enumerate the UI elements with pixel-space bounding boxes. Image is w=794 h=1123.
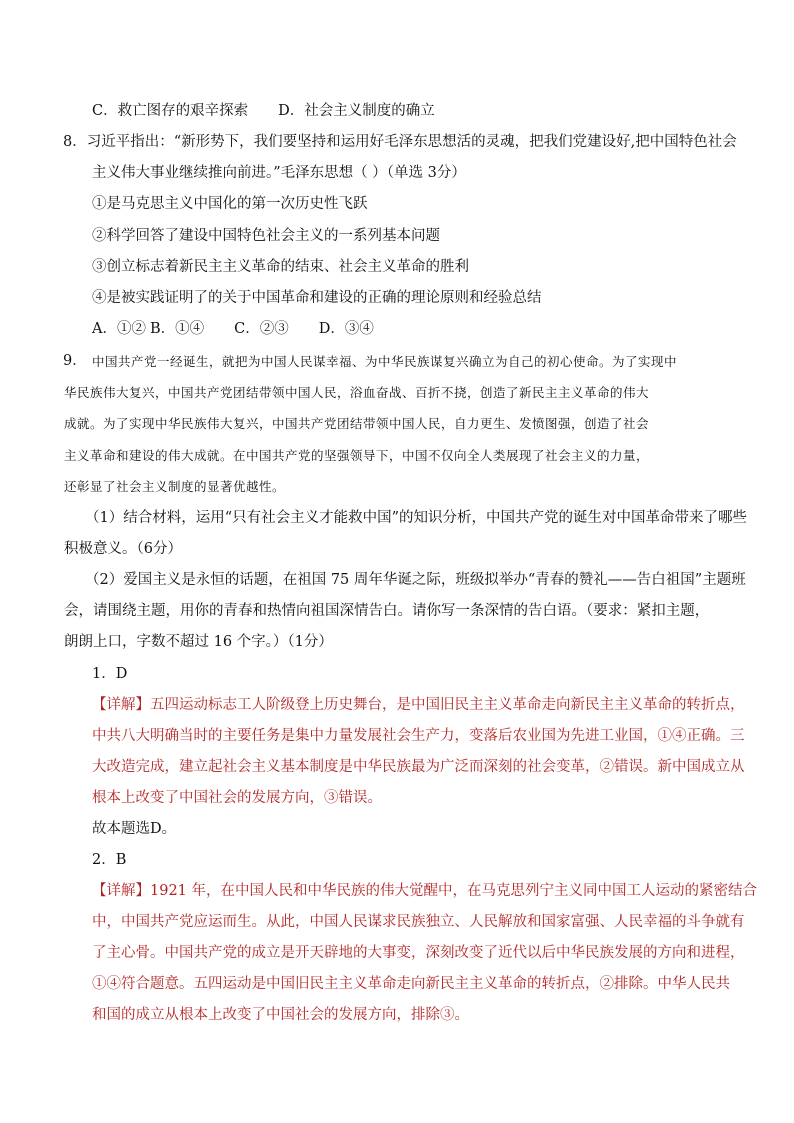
q8-stem-line2: 主义伟大事业继续推向前进。”毛泽东思想（ ）（单选 3分） bbox=[92, 165, 466, 181]
q7-option-c: C．救亡图存的艰辛探索 bbox=[92, 103, 249, 119]
q9-part1-line2: 积极意义。（6分） bbox=[64, 541, 182, 557]
q9-part2-line2: 会，请围绕主题，用你的青春和热情向祖国深情告白。请你写一条深情的告白语。（要求：紧扣主题， bbox=[64, 603, 710, 619]
answer-1-detail-line2: 中共八大明确当时的主要任务是集中力量发展社会生产力，变落后农业国为先进工业国，①④正确。三 bbox=[92, 728, 745, 744]
answer-2-detail-line3: 了主心骨。中国共产党的成立是开天辟地的大事变，深刻改变了近代以后中华民族发展的方向和进程， bbox=[92, 945, 745, 961]
q7-options bbox=[92, 101, 435, 121]
q7-option-d: D．社会主义制度的确立 bbox=[278, 103, 435, 119]
q8-statement-4: ④是被实践证明了的关于中国革命和建设的正确的理论原则和经验总结 bbox=[92, 290, 542, 306]
answer-1-detail-line3: 大改造完成，建立起社会主义基本制度是中华民族最为广泛而深刻的社会变革，②错误。新中国成立从 bbox=[92, 759, 745, 775]
q9-part2-line3: 朗朗上口，字数不超过 16 个字。）（1分） bbox=[64, 634, 333, 650]
answer-1-detail-line1: 【详解】五四运动标志工人阶级登上历史舞台，是中国旧民主主义革命走向新民主主义革命的转折点， bbox=[92, 697, 745, 713]
q9-material-line5: 还彰显了社会主义制度的显著优越性。 bbox=[64, 479, 286, 494]
q8-choice-d: D．③④ bbox=[318, 321, 374, 337]
q8-statement-3: ③创立标志着新民主主义革命的结束、社会主义革命的胜利 bbox=[92, 259, 469, 275]
q9-part1-line1: （1）结合材料，运用“只有社会主义才能救中国”的知识分析，中国共产党的诞生对中国革命带来了哪些 bbox=[85, 510, 748, 526]
q8-statement-2: ②科学回答了建设中国特色社会主义的一系列基本问题 bbox=[92, 228, 440, 244]
answer-2-detail-line1: 【详解】1921 年，在中国人民和中华民族的伟大觉醒中，在马克思列宁主义同中国工人运动的紧密结合 bbox=[92, 883, 758, 899]
q9-number: 9． bbox=[63, 353, 87, 369]
q9-material-line4: 主义革命和建设的伟大成就。在中国共产党的坚强领导下，中国不仅向全人类展现了社会主义的力量， bbox=[64, 448, 650, 463]
q8-stem-line1: 8．习近平指出：“新形势下，我们要坚持和运用好毛泽东思想活的灵魂，把我们党建设好,把中国特色社会 bbox=[63, 134, 737, 150]
answer-2-detail-line5: 和国的成立从根本上改变了中国社会的发展方向，排除③。 bbox=[92, 1007, 469, 1023]
q9-material-line3: 成就。为了实现中华民族伟大复兴，中国共产党团结带领中国人民，自力更生、发愤图强，创造了社会 bbox=[64, 416, 650, 431]
q9-material-line2: 华民族伟大复兴，中国共产党团结带领中国人民，浴血奋战、百折不挠，创造了新民主主义革命的伟大 bbox=[64, 385, 650, 400]
q8-choice-b: B．①④ bbox=[149, 321, 205, 337]
q8-statement-1: ①是马克思主义中国化的第一次历史性飞跃 bbox=[92, 196, 368, 212]
answer-1-label: 1．D bbox=[92, 666, 128, 682]
q8-choice-a: A．①② bbox=[92, 321, 146, 337]
q8-choices bbox=[92, 319, 374, 339]
q9-material-line1: 中国共产党一经诞生，就把为中国人民谋幸福、为中华民族谋复兴确立为自己的初心使命。为了实现中 bbox=[92, 354, 678, 369]
answer-1-conclusion: 故本题选D。 bbox=[92, 821, 177, 837]
answer-2-detail-line2: 中，中国共产党应运而生。从此，中国人民谋求民族独立、人民解放和国家富强、人民幸福的斗争就有 bbox=[92, 914, 745, 930]
answer-2-label: 2．B bbox=[92, 852, 127, 868]
q8-choice-c: C．②③ bbox=[234, 321, 289, 337]
answer-1-detail-line4: 根本上改变了中国社会的发展方向，③错误。 bbox=[92, 790, 382, 806]
answer-2-detail-line4: ①④符合题意。五四运动是中国旧民主主义革命走向新民主主义革命的转折点，②排除。中华人民共 bbox=[92, 976, 730, 992]
q9-part2-line1: （2）爱国主义是永恒的话题，在祖国 75 周年华诞之际，班级拟举办“青春的赞礼——告白祖国”主题班 bbox=[85, 572, 746, 588]
